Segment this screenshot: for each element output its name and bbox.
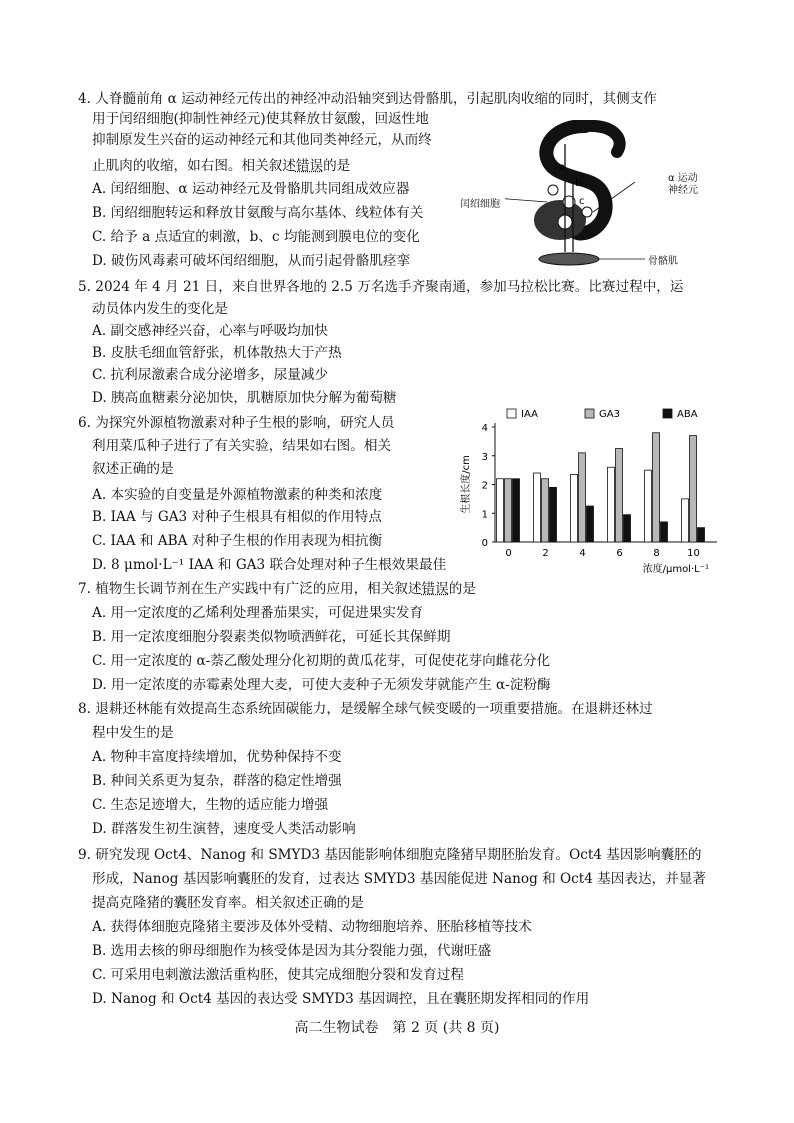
bar-iaa-2 xyxy=(534,473,541,542)
x-tick-label: 8 xyxy=(653,548,660,559)
q8-option-b[interactable]: B. 种间关系更为复杂，群落的稳定性增强 xyxy=(92,773,342,789)
page-footer: 高二生物试卷 第 2 页 (共 8 页) xyxy=(294,1020,500,1036)
emphasis-error: 错误 xyxy=(421,581,449,597)
y-tick-label: 2 xyxy=(481,480,488,492)
bar-iaa-10 xyxy=(682,499,689,542)
label-renshaw-cell: 闰绍细胞 xyxy=(460,199,500,210)
q4-option-b[interactable]: B. 闰绍细胞转运和释放甘氨酸与高尔基体、线粒体有关 xyxy=(92,205,424,221)
bar-aba-0 xyxy=(513,479,520,542)
q6-stem-line3: 叙述正确的是 xyxy=(92,461,174,477)
emphasis-error: 错误 xyxy=(295,158,324,174)
q4-option-a[interactable]: A. 闰绍细胞、α 运动神经元及骨骼肌共同组成效应器 xyxy=(92,181,410,197)
q8-option-d[interactable]: D. 群落发生初生演替，速度受人类活动影响 xyxy=(92,821,356,837)
q4-option-c[interactable]: C. 给予 a 点适宜的刺激，b、c 均能测到膜电位的变化 xyxy=(92,229,420,245)
bar-iaa-4 xyxy=(571,474,578,542)
q5-option-b[interactable]: B. 皮肤毛细血管舒张，机体散热大于产热 xyxy=(92,345,342,361)
q6-stem-line1: 6. 为探究外源植物激素对种子生根的影响，研究人员 xyxy=(78,415,395,431)
chart-bars xyxy=(497,433,705,542)
bar-ga3-6 xyxy=(616,449,623,542)
q4-stem-line4: 止肌肉的收缩，如右图。相关叙述错误的是 xyxy=(92,158,351,174)
x-tick-label: 6 xyxy=(616,548,623,559)
y-tick-label: 1 xyxy=(481,509,488,521)
bar-ga3-2 xyxy=(542,479,549,542)
x-tick-label: 0 xyxy=(505,548,512,559)
y-tick-label: 3 xyxy=(481,451,488,463)
label-a: a xyxy=(559,162,566,173)
q4-stem-line3: 抑制原发生兴奋的运动神经元和其他同类神经元，从而终 xyxy=(92,132,432,148)
q9-option-b[interactable]: B. 选用去核的卵母细胞作为核受体是因为其分裂能力强，代谢旺盛 xyxy=(92,943,492,959)
q5-stem-line1: 5. 2024 年 4 月 21 日，来自世界各地的 2.5 万名选手齐聚南通，参加马拉松比赛。比赛过程中，运 xyxy=(78,279,684,295)
spinal-cord-figure xyxy=(505,120,735,270)
q8-option-c[interactable]: C. 生态足迹增大，生物的适应能力增强 xyxy=(92,797,329,813)
q9-option-a[interactable]: A. 获得体细胞克隆猪主要涉及体外受精、动物细胞培养、胚胎移植等技术 xyxy=(92,919,532,935)
bar-ga3-8 xyxy=(653,433,660,542)
bar-iaa-0 xyxy=(497,479,504,542)
legend-label-aba: ABA xyxy=(677,409,698,420)
x-axis-label: 浓度/μmol·L⁻¹ xyxy=(642,564,709,575)
q7-stem-line1: 7. 植物生长调节剂在生产实践中有广泛的应用，相关叙述错误的是 xyxy=(78,581,476,597)
label-c: c xyxy=(579,196,585,207)
q8-option-a[interactable]: A. 物种丰富度持续增加，优势种保持不变 xyxy=(92,749,342,765)
bar-aba-6 xyxy=(624,515,631,542)
bar-aba-10 xyxy=(698,528,705,542)
q7-option-c[interactable]: C. 用一定浓度的 α-萘乙酸处理分化初期的黄瓜花芽，可促使花芽向雌花分化 xyxy=(92,653,551,669)
bar-aba-8 xyxy=(661,522,668,542)
q6-stem-line2: 利用菜瓜种子进行了有关实验，结果如右图。相关 xyxy=(92,438,392,454)
q8-stem-line2: 程中发生的是 xyxy=(92,725,174,741)
q5-option-c[interactable]: C. 抗利尿激素合成分泌增多，尿量减少 xyxy=(92,367,329,383)
label-skeletal-muscle: 骨骼肌 xyxy=(648,256,678,267)
y-tick-label: 0 xyxy=(481,538,488,549)
q5-stem-line2: 动员体内发生的变化是 xyxy=(92,301,228,317)
label-alpha-neuron-1: α 运动 xyxy=(668,173,698,184)
y-tick-label: 4 xyxy=(481,423,488,434)
bar-ga3-4 xyxy=(579,453,586,542)
label-alpha-neuron-2: 神经元 xyxy=(668,185,698,196)
q8-stem-line1: 8. 退耕还林能有效提高生态系统固碳能力，是缓解全球气候变暖的一项重要措施。在退耕还林过 xyxy=(78,701,653,717)
legend-swatch-iaa xyxy=(507,409,516,418)
q4-option-d[interactable]: D. 破伤风毒素可破坏闰绍细胞，从而引起骨骼肌痉挛 xyxy=(92,253,411,269)
q4-stem-line1: 4. 人脊髓前角 α 运动神经元传出的神经冲动沿轴突到达骨骼肌，引起肌肉收缩的同时，其侧支作 xyxy=(78,91,657,107)
q7-option-b[interactable]: B. 用一定浓度细胞分裂素类似物喷洒鲜花，可延长其保鲜期 xyxy=(92,629,451,645)
x-tick-label: 2 xyxy=(542,548,549,559)
bar-ga3-10 xyxy=(690,436,697,542)
q9-option-c[interactable]: C. 可采用电刺激法激活重构胚，使其完成细胞分裂和发育过程 xyxy=(92,967,464,983)
legend-label-iaa: IAA xyxy=(521,409,538,420)
q9-stem-line2: 形成，Nanog 基因影响囊胚的发育，过表达 SMYD3 基因能促进 Nanog 和 Oct4 基因表达，并显著 xyxy=(92,871,706,887)
q6-option-d[interactable]: D. 8 μmol·L⁻¹ IAA 和 GA3 联合处理对种子生根效果最佳 xyxy=(92,557,447,573)
q5-option-a[interactable]: A. 副交感神经兴奋，心率与呼吸均加快 xyxy=(92,323,328,339)
bar-iaa-6 xyxy=(608,467,615,542)
q6-option-b[interactable]: B. IAA 与 GA3 对种子生根具有相似的作用特点 xyxy=(92,509,382,525)
legend-label-ga3: GA3 xyxy=(599,409,620,420)
q9-stem-line3: 提高克隆猪的囊胚发育率。相关叙述正确的是 xyxy=(92,895,364,911)
x-tick-label: 4 xyxy=(579,548,586,559)
y-axis-label: 生根长度/cm xyxy=(461,455,472,514)
q6-option-a[interactable]: A. 本实验的自变量是外源植物激素的种类和浓度 xyxy=(92,487,383,503)
bar-aba-2 xyxy=(550,487,557,542)
q7-option-d[interactable]: D. 用一定浓度的赤霉素处理大麦，可使大麦种子无须发芽就能产生 α-淀粉酶 xyxy=(92,677,551,693)
bar-aba-4 xyxy=(587,506,594,542)
chart-legend xyxy=(507,409,698,420)
label-b: b xyxy=(575,178,582,189)
bar-ga3-0 xyxy=(505,479,512,542)
legend-swatch-ga3 xyxy=(585,409,594,418)
q6-option-c[interactable]: C. IAA 和 ABA 对种子生根的作用表现为相抗衡 xyxy=(92,533,383,549)
bar-iaa-8 xyxy=(645,470,652,542)
q9-option-d[interactable]: D. Nanog 和 Oct4 基因的表达受 SMYD3 基因调控，且在囊胚期发挥相同的作用 xyxy=(92,991,590,1007)
q9-stem-line1: 9. 研究发现 Oct4、Nanog 和 SMYD3 基因能影响体细胞克隆猪早期胚胎发育。Oct4 基因影响囊胚的 xyxy=(78,847,702,863)
q4-stem-line2: 用于闰绍细胞(抑制性神经元)使其释放甘氨酸，回返性地 xyxy=(92,111,429,127)
q5-option-d[interactable]: D. 胰高血糖素分泌加快，肌糖原加快分解为葡萄糖 xyxy=(92,390,397,406)
legend-swatch-aba xyxy=(663,409,672,418)
x-tick-label: 10 xyxy=(687,548,700,559)
q7-option-a[interactable]: A. 用一定浓度的乙烯利处理番茄果实，可促进果实发育 xyxy=(92,605,424,621)
root-length-bar-chart xyxy=(455,405,725,575)
